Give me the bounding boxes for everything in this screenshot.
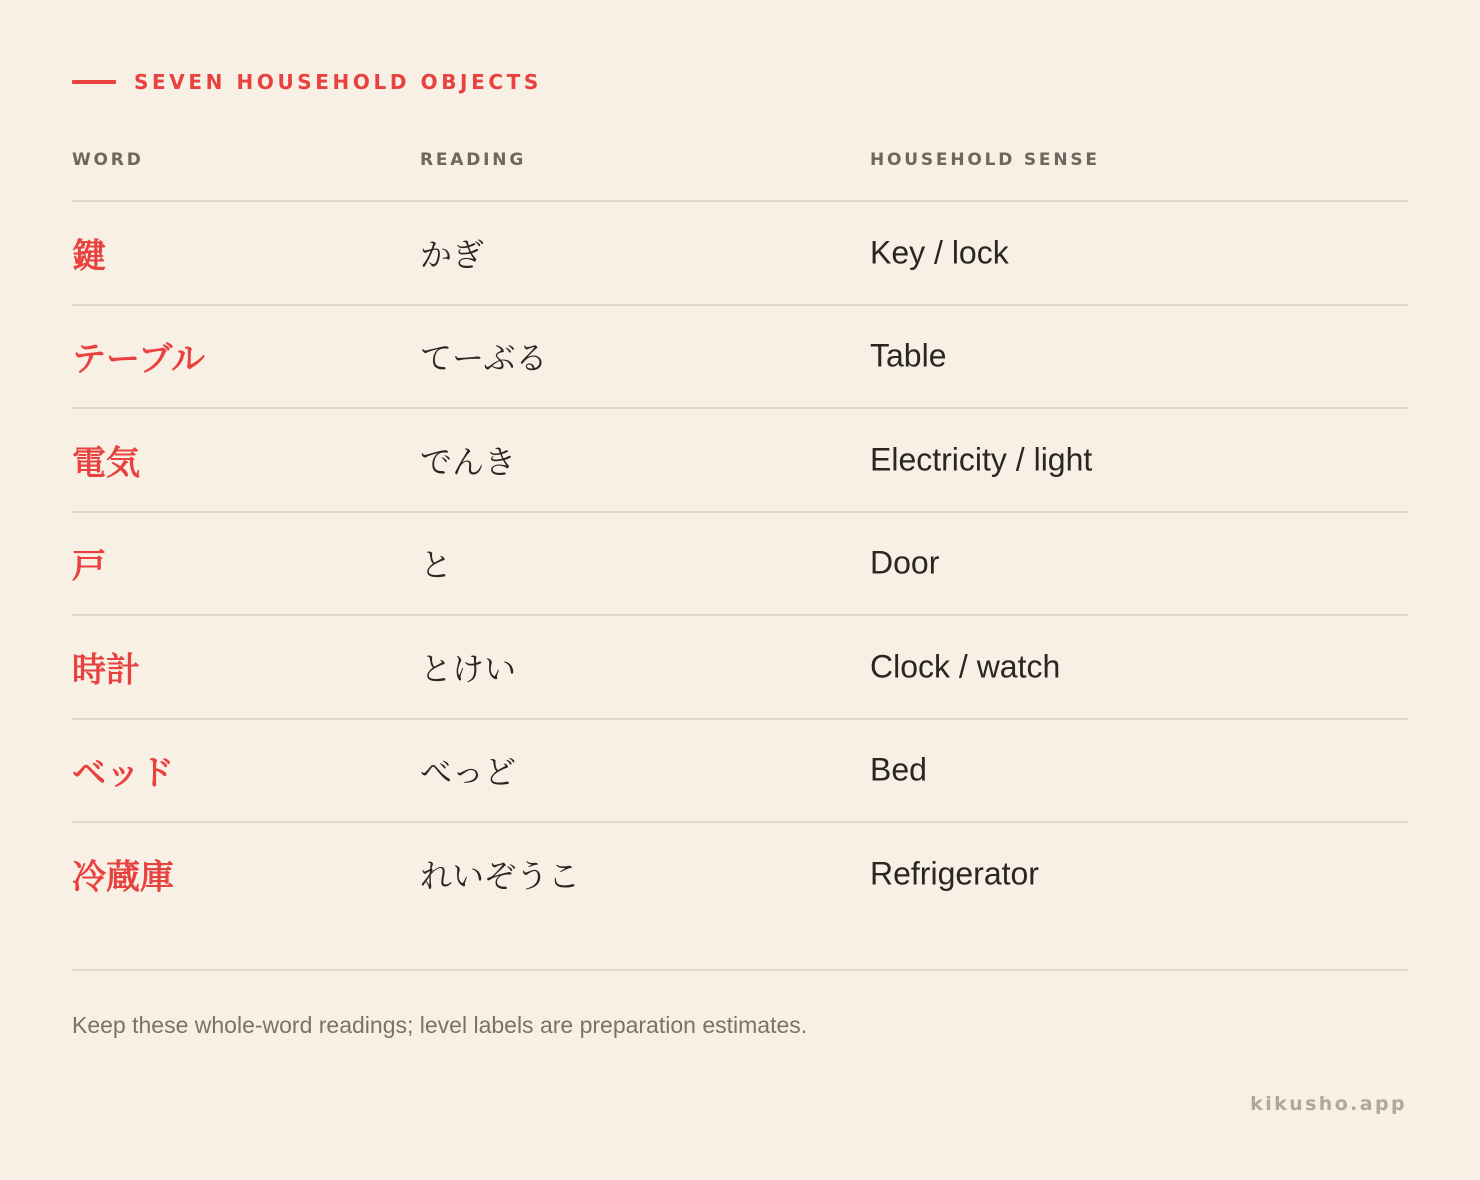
eyebrow-accent-rule — [72, 80, 116, 84]
section-title: SEVEN HOUSEHOLD OBJECTS — [134, 70, 542, 94]
column-header-word: WORD — [72, 150, 144, 170]
sense-cell: Electricity / light — [870, 441, 1093, 478]
table-row — [72, 720, 1408, 824]
section-eyebrow — [72, 64, 542, 100]
footer-divider — [72, 969, 1408, 971]
table-row — [72, 513, 1408, 617]
word-cell: テーブル — [72, 339, 205, 380]
column-header-sense: HOUSEHOLD SENSE — [870, 150, 1100, 170]
table-row — [72, 823, 1408, 925]
word-cell: 戸 — [72, 546, 106, 587]
word-cell: 電気 — [72, 443, 140, 484]
table-row — [72, 306, 1408, 410]
table-row — [72, 616, 1408, 720]
word-cell: 時計 — [72, 650, 140, 691]
reading-cell: かぎ — [420, 235, 485, 274]
table-row — [72, 409, 1408, 513]
table-row — [72, 202, 1408, 306]
table-header — [72, 140, 1408, 202]
footnote: Keep these whole-word readings; level labels are preparation estimates. — [72, 1012, 808, 1038]
reading-cell: とけい — [420, 649, 517, 688]
sense-cell: Table — [870, 337, 947, 374]
brand-watermark: kikusho.app — [1250, 1093, 1407, 1115]
sense-cell: Door — [870, 544, 940, 581]
reading-cell: れいぞうこ — [420, 856, 581, 895]
column-header-reading: READING — [420, 150, 527, 170]
reading-cell: てーぶる — [420, 339, 548, 378]
word-cell: 鍵 — [72, 236, 106, 277]
sense-cell: Clock / watch — [870, 648, 1061, 685]
word-cell: ベッド — [72, 753, 174, 794]
reading-cell: べっど — [420, 753, 517, 792]
sense-cell: Bed — [870, 751, 927, 788]
reading-cell: でんき — [420, 442, 517, 481]
sense-cell: Refrigerator — [870, 855, 1039, 892]
word-cell: 冷蔵庫 — [72, 857, 174, 898]
vocabulary-table — [72, 140, 1408, 925]
sense-cell: Key / lock — [870, 234, 1009, 271]
reading-cell: と — [420, 546, 453, 585]
